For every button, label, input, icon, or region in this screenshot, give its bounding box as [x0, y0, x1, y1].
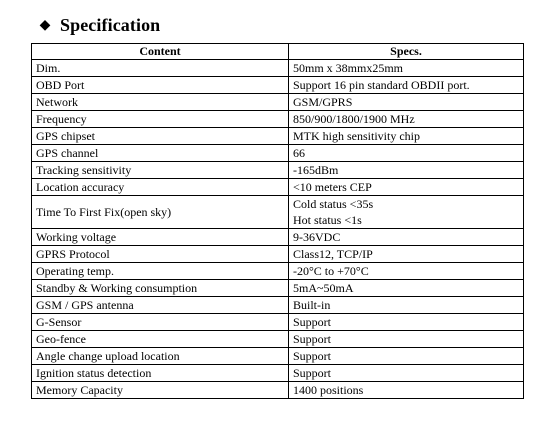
- spec-label: Network: [32, 94, 289, 111]
- spec-label: Working voltage: [32, 229, 289, 246]
- table-row: [32, 365, 524, 382]
- spec-value: MTK high sensitivity chip: [289, 128, 524, 145]
- spec-label: Standby & Working consumption: [32, 280, 289, 297]
- spec-label: GPS chipset: [32, 128, 289, 145]
- spec-value-multiline: [289, 196, 524, 229]
- spec-label: Tracking sensitivity: [32, 162, 289, 179]
- spec-value: 9-36VDC: [289, 229, 524, 246]
- table-row: [32, 162, 524, 179]
- spec-value: Support: [289, 348, 524, 365]
- column-header-content: Content: [32, 44, 289, 60]
- table-row: [32, 246, 524, 263]
- table-row: [32, 382, 524, 399]
- spec-label: Dim.: [32, 60, 289, 77]
- spec-value: 5mA~50mA: [289, 280, 524, 297]
- table-row: [32, 145, 524, 162]
- spec-value: Support: [289, 331, 524, 348]
- spec-label: GPRS Protocol: [32, 246, 289, 263]
- spec-value: 850/900/1800/1900 MHz: [289, 111, 524, 128]
- table-row: [32, 196, 524, 229]
- spec-label: Time To First Fix(open sky): [32, 196, 289, 229]
- spec-value: -20°C to +70°C: [289, 263, 524, 280]
- table-header-row: [32, 44, 524, 60]
- spec-label: Memory Capacity: [32, 382, 289, 399]
- table-row: [32, 314, 524, 331]
- table-row: [32, 77, 524, 94]
- spec-label: Location accuracy: [32, 179, 289, 196]
- spec-label: Angle change upload location: [32, 348, 289, 365]
- spec-value: 66: [289, 145, 524, 162]
- table-row: [32, 280, 524, 297]
- spec-value: GSM/GPRS: [289, 94, 524, 111]
- spec-label: GPS channel: [32, 145, 289, 162]
- spec-value: -165dBm: [289, 162, 524, 179]
- spec-value-line: Cold status <35s: [293, 197, 374, 211]
- section-title: Specification: [60, 14, 161, 35]
- table-row: [32, 229, 524, 246]
- spec-value: Support 16 pin standard OBDII port.: [289, 77, 524, 94]
- section-heading: [38, 13, 160, 37]
- spec-value: 1400 positions: [289, 382, 524, 399]
- spec-label: Ignition status detection: [32, 365, 289, 382]
- spec-label: Geo-fence: [32, 331, 289, 348]
- spec-value: Class12, TCP/IP: [289, 246, 524, 263]
- table-row: [32, 60, 524, 77]
- table-row: [32, 128, 524, 145]
- table-row: [32, 179, 524, 196]
- specification-table-body: [32, 60, 524, 399]
- spec-value: 50mm x 38mmx25mm: [289, 60, 524, 77]
- table-row: [32, 263, 524, 280]
- spec-label: Frequency: [32, 111, 289, 128]
- spec-value: <10 meters CEP: [289, 179, 524, 196]
- table-row: [32, 297, 524, 314]
- spec-value: Built-in: [289, 297, 524, 314]
- spec-label: Operating temp.: [32, 263, 289, 280]
- spec-value-line: Hot status <1s: [293, 213, 362, 227]
- table-row: [32, 111, 524, 128]
- spec-value: Support: [289, 365, 524, 382]
- diamond-bullet-icon: ◆: [39, 17, 51, 33]
- table-row: [32, 94, 524, 111]
- table-row: [32, 348, 524, 365]
- table-row: [32, 331, 524, 348]
- column-header-specs: Specs.: [289, 44, 524, 60]
- spec-value: Support: [289, 314, 524, 331]
- spec-label: G-Sensor: [32, 314, 289, 331]
- spec-label: GSM / GPS antenna: [32, 297, 289, 314]
- spec-label: OBD Port: [32, 77, 289, 94]
- specification-table: [31, 43, 524, 399]
